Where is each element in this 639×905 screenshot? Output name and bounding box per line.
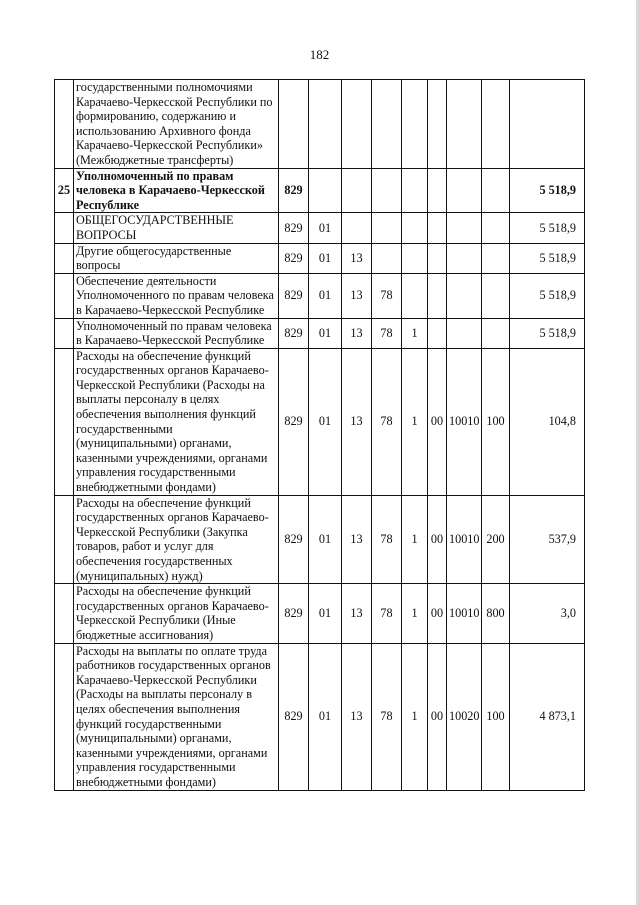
expense-type-cell: 800 — [482, 584, 510, 643]
ved-code-cell: 829 — [279, 168, 309, 213]
section-code-cell — [309, 80, 342, 169]
target-article-part4-cell — [447, 168, 482, 213]
target-article-part1-cell: 78 — [372, 273, 402, 318]
target-article-part2-cell: 1 — [402, 495, 428, 584]
target-article-part1-cell — [372, 213, 402, 243]
target-article-part1-cell: 78 — [372, 318, 402, 348]
ved-code-cell: 829 — [279, 584, 309, 643]
expense-type-cell: 100 — [482, 643, 510, 790]
row-name-cell: Расходы на обеспечение функций государственных органов Карачаево-Черкесской Республики (Иные бюджетные ассигнования) — [74, 584, 279, 643]
table-row — [55, 643, 585, 790]
amount-cell: 3,0 — [510, 584, 585, 643]
amount-cell: 537,9 — [510, 495, 585, 584]
section-code-cell: 01 — [309, 243, 342, 273]
expense-type-cell: 200 — [482, 495, 510, 584]
row-number-cell — [55, 584, 74, 643]
target-article-part4-cell — [447, 243, 482, 273]
ved-code-cell: 829 — [279, 213, 309, 243]
expense-type-cell — [482, 318, 510, 348]
target-article-part3-cell: 00 — [428, 348, 447, 495]
target-article-part2-cell: 1 — [402, 643, 428, 790]
subsection-code-cell — [342, 80, 372, 169]
target-article-part3-cell — [428, 243, 447, 273]
ved-code-cell: 829 — [279, 348, 309, 495]
amount-cell: 5 518,9 — [510, 318, 585, 348]
target-article-part3-cell — [428, 168, 447, 213]
section-code-cell: 01 — [309, 213, 342, 243]
expense-type-cell — [482, 80, 510, 169]
target-article-part4-cell — [447, 80, 482, 169]
target-article-part2-cell: 1 — [402, 318, 428, 348]
amount-cell: 104,8 — [510, 348, 585, 495]
row-number-cell: 25 — [55, 168, 74, 213]
ved-code-cell: 829 — [279, 495, 309, 584]
target-article-part3-cell: 00 — [428, 584, 447, 643]
target-article-part3-cell: 00 — [428, 495, 447, 584]
subsection-code-cell — [342, 168, 372, 213]
target-article-part3-cell — [428, 213, 447, 243]
target-article-part4-cell — [447, 273, 482, 318]
target-article-part3-cell — [428, 318, 447, 348]
row-number-cell — [55, 243, 74, 273]
target-article-part4-cell: 10020 — [447, 643, 482, 790]
subsection-code-cell: 13 — [342, 243, 372, 273]
table-body — [55, 80, 585, 791]
section-code-cell: 01 — [309, 348, 342, 495]
amount-cell: 5 518,9 — [510, 213, 585, 243]
subsection-code-cell — [342, 213, 372, 243]
target-article-part3-cell: 00 — [428, 643, 447, 790]
row-number-cell — [55, 80, 74, 169]
target-article-part1-cell: 78 — [372, 643, 402, 790]
target-article-part4-cell: 10010 — [447, 584, 482, 643]
expense-type-cell — [482, 273, 510, 318]
subsection-code-cell: 13 — [342, 273, 372, 318]
row-name-cell: Расходы на обеспечение функций государственных органов Карачаево-Черкесской Республики (Расходы на выплаты персоналу в целях обеспечения выполнения функций государственными (муниципальными) органами, казенными учреждениями, органами управления государственными внебюджетными фондами) — [74, 348, 279, 495]
section-code-cell: 01 — [309, 643, 342, 790]
subsection-code-cell: 13 — [342, 318, 372, 348]
amount-cell: 5 518,9 — [510, 168, 585, 213]
section-code-cell: 01 — [309, 495, 342, 584]
ved-code-cell: 829 — [279, 273, 309, 318]
row-name-cell: Уполномоченный по правам человека в Карачаево-Черкесской Республике — [74, 168, 279, 213]
target-article-part4-cell — [447, 213, 482, 243]
table-row — [55, 243, 585, 273]
amount-cell: 5 518,9 — [510, 243, 585, 273]
expense-type-cell: 100 — [482, 348, 510, 495]
target-article-part2-cell: 1 — [402, 584, 428, 643]
section-code-cell: 01 — [309, 318, 342, 348]
target-article-part2-cell: 1 — [402, 348, 428, 495]
ved-code-cell: 829 — [279, 643, 309, 790]
target-article-part2-cell — [402, 80, 428, 169]
target-article-part3-cell — [428, 80, 447, 169]
subsection-code-cell: 13 — [342, 584, 372, 643]
target-article-part2-cell — [402, 213, 428, 243]
row-name-cell: Расходы на обеспечение функций государственных органов Карачаево-Черкесской Республики (Закупка товаров, работ и услуг для обеспечения государственных (муниципальных) нужд) — [74, 495, 279, 584]
row-name-cell: государственными полномочиями Карачаево-Черкесской Республики по формированию, содержанию и использованию Архивного фонда Карачаево-Черкесской Республики» (Межбюджетные трансферты) — [74, 80, 279, 169]
subsection-code-cell: 13 — [342, 643, 372, 790]
target-article-part4-cell: 10010 — [447, 348, 482, 495]
target-article-part1-cell — [372, 168, 402, 213]
table-row — [55, 80, 585, 169]
table-row — [55, 273, 585, 318]
row-number-cell — [55, 273, 74, 318]
row-number-cell — [55, 348, 74, 495]
row-name-cell: Другие общегосударственные вопросы — [74, 243, 279, 273]
target-article-part3-cell — [428, 273, 447, 318]
expense-type-cell — [482, 168, 510, 213]
table-row — [55, 584, 585, 643]
section-code-cell — [309, 168, 342, 213]
amount-cell: 4 873,1 — [510, 643, 585, 790]
row-number-cell — [55, 643, 74, 790]
table-row — [55, 213, 585, 243]
table-row — [55, 318, 585, 348]
target-article-part1-cell — [372, 80, 402, 169]
target-article-part2-cell — [402, 273, 428, 318]
table-row — [55, 495, 585, 584]
amount-cell: 5 518,9 — [510, 273, 585, 318]
amount-cell — [510, 80, 585, 169]
row-name-cell: Расходы на выплаты по оплате труда работников государственных органов Карачаево-Черкесской Республики (Расходы на выплаты персоналу в целях обеспечения выполнения функций государственными (муниципальными) органами, казенными учреждениями, органами управления государственными внебюджетными фондами) — [74, 643, 279, 790]
target-article-part4-cell — [447, 318, 482, 348]
section-code-cell: 01 — [309, 584, 342, 643]
target-article-part1-cell — [372, 243, 402, 273]
subsection-code-cell: 13 — [342, 348, 372, 495]
budget-table — [54, 79, 585, 791]
table-row — [55, 168, 585, 213]
section-code-cell: 01 — [309, 273, 342, 318]
row-name-cell: Уполномоченный по правам человека в Карачаево-Черкесской Республике — [74, 318, 279, 348]
subsection-code-cell: 13 — [342, 495, 372, 584]
target-article-part1-cell: 78 — [372, 584, 402, 643]
ved-code-cell: 829 — [279, 243, 309, 273]
page-number: 182 — [309, 47, 330, 62]
row-number-cell — [55, 318, 74, 348]
expense-type-cell — [482, 243, 510, 273]
row-number-cell — [55, 213, 74, 243]
target-article-part1-cell: 78 — [372, 348, 402, 495]
target-article-part2-cell — [402, 168, 428, 213]
target-article-part1-cell: 78 — [372, 495, 402, 584]
row-number-cell — [55, 495, 74, 584]
table-row — [55, 348, 585, 495]
row-name-cell: Обеспечение деятельности Уполномоченного по правам человека в Карачаево-Черкесской Республике — [74, 273, 279, 318]
expense-type-cell — [482, 213, 510, 243]
target-article-part2-cell — [402, 243, 428, 273]
ved-code-cell: 829 — [279, 318, 309, 348]
ved-code-cell — [279, 80, 309, 169]
target-article-part4-cell: 10010 — [447, 495, 482, 584]
row-name-cell: ОБЩЕГОСУДАРСТВЕННЫЕ ВОПРОСЫ — [74, 213, 279, 243]
